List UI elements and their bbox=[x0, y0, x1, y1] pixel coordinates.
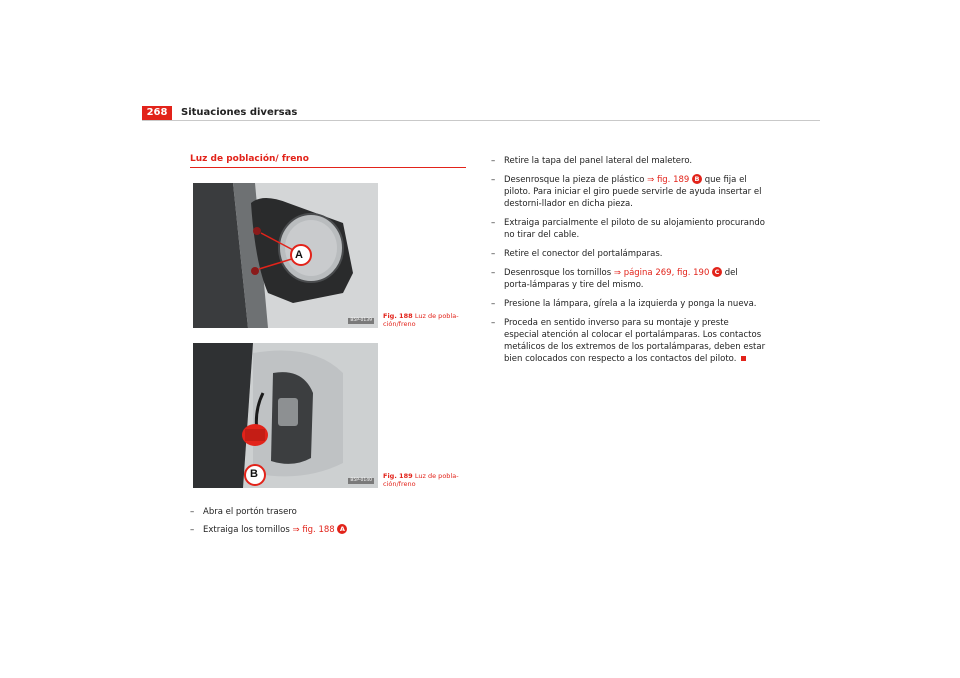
step-text: Extraiga los tornillos bbox=[203, 525, 290, 535]
right-step-4 bbox=[491, 248, 766, 260]
step-text: Retire el conector del portalámparas. bbox=[504, 249, 663, 259]
callout-badge-b: B bbox=[692, 174, 702, 184]
section-rule bbox=[190, 167, 466, 168]
cross-ref-link[interactable]: fig. 189 bbox=[656, 175, 690, 185]
step-text: Presione la lámpara, gírela a la izquierda y ponga la nueva. bbox=[504, 299, 757, 309]
right-step-2 bbox=[491, 174, 766, 210]
step-dash: – bbox=[190, 525, 195, 535]
step-dash: – bbox=[491, 268, 496, 278]
cross-ref-arrow: ⇒ bbox=[647, 175, 655, 185]
step-text: Abra el portón trasero bbox=[203, 507, 297, 517]
right-step-1 bbox=[491, 155, 766, 167]
figure-189-callout: B bbox=[250, 468, 258, 480]
callout-badge-a: A bbox=[337, 524, 347, 534]
right-step-6 bbox=[491, 298, 766, 310]
section-title: Luz de población/ freno bbox=[190, 154, 309, 164]
step-dash: – bbox=[491, 318, 496, 328]
right-step-3 bbox=[491, 217, 766, 241]
figure-188-label: Fig. 188 bbox=[383, 312, 413, 320]
left-step-1 bbox=[190, 506, 470, 518]
figure-188-callout: A bbox=[295, 249, 303, 261]
step-dash: – bbox=[491, 218, 496, 228]
step-text-continued: del porta-lámparas y tire del mismo. bbox=[504, 268, 738, 290]
figure-188-caption bbox=[383, 312, 473, 328]
figure-189-photo bbox=[193, 343, 378, 488]
cross-ref-link[interactable]: página 269, fig. 190 bbox=[623, 268, 710, 278]
header-rule bbox=[142, 120, 820, 121]
right-steps bbox=[491, 155, 766, 372]
step-dash: – bbox=[491, 249, 496, 259]
figure-189-text: Luz de pobla-ción/freno bbox=[383, 472, 459, 488]
step-text: Desenrosque los tornillos bbox=[504, 268, 612, 278]
figure-188-code: B5P-0139 bbox=[350, 318, 372, 323]
right-step-7 bbox=[491, 317, 766, 365]
cross-ref-arrow: ⇒ bbox=[292, 525, 300, 535]
right-step-5 bbox=[491, 267, 766, 291]
step-dash: – bbox=[491, 299, 496, 309]
running-header-title: Situaciones diversas bbox=[181, 107, 298, 118]
step-dash: – bbox=[491, 156, 496, 166]
figure-189-label: Fig. 189 bbox=[383, 472, 413, 480]
step-text: Desenrosque la pieza de plástico bbox=[504, 175, 645, 185]
end-of-section-marker bbox=[741, 356, 746, 361]
step-text-continued: que fija el piloto. Para iniciar el giro puede servirle de ayuda insertar el destorni-llador en dicha pieza. bbox=[504, 175, 762, 209]
figure-189-caption bbox=[383, 472, 473, 488]
step-text: Proceda en sentido inverso para su montaje y preste especial atención al colocar el portalámparas. Los contactos metálicos de los extremos de los portalámparas, deben estar bien colocados con respecto a los contactos del piloto. bbox=[504, 318, 766, 364]
step-dash: – bbox=[190, 507, 195, 517]
left-step-2 bbox=[190, 524, 470, 536]
cross-ref-link[interactable]: fig. 188 bbox=[302, 525, 335, 535]
figure-189-code: B5P-0140 bbox=[350, 478, 372, 483]
step-dash: – bbox=[491, 175, 496, 185]
cross-ref-arrow: ⇒ bbox=[613, 268, 621, 278]
callout-badge-c: C bbox=[712, 267, 722, 277]
figure-188-text: Luz de pobla-ción/freno bbox=[383, 312, 459, 328]
page-number: 268 bbox=[142, 106, 172, 120]
step-text: Retire la tapa del panel lateral del maletero. bbox=[504, 156, 693, 166]
step-text: Extraiga parcialmente el piloto de su alojamiento procurando no tirar del cable. bbox=[504, 218, 765, 240]
figure-188-photo bbox=[193, 183, 378, 328]
